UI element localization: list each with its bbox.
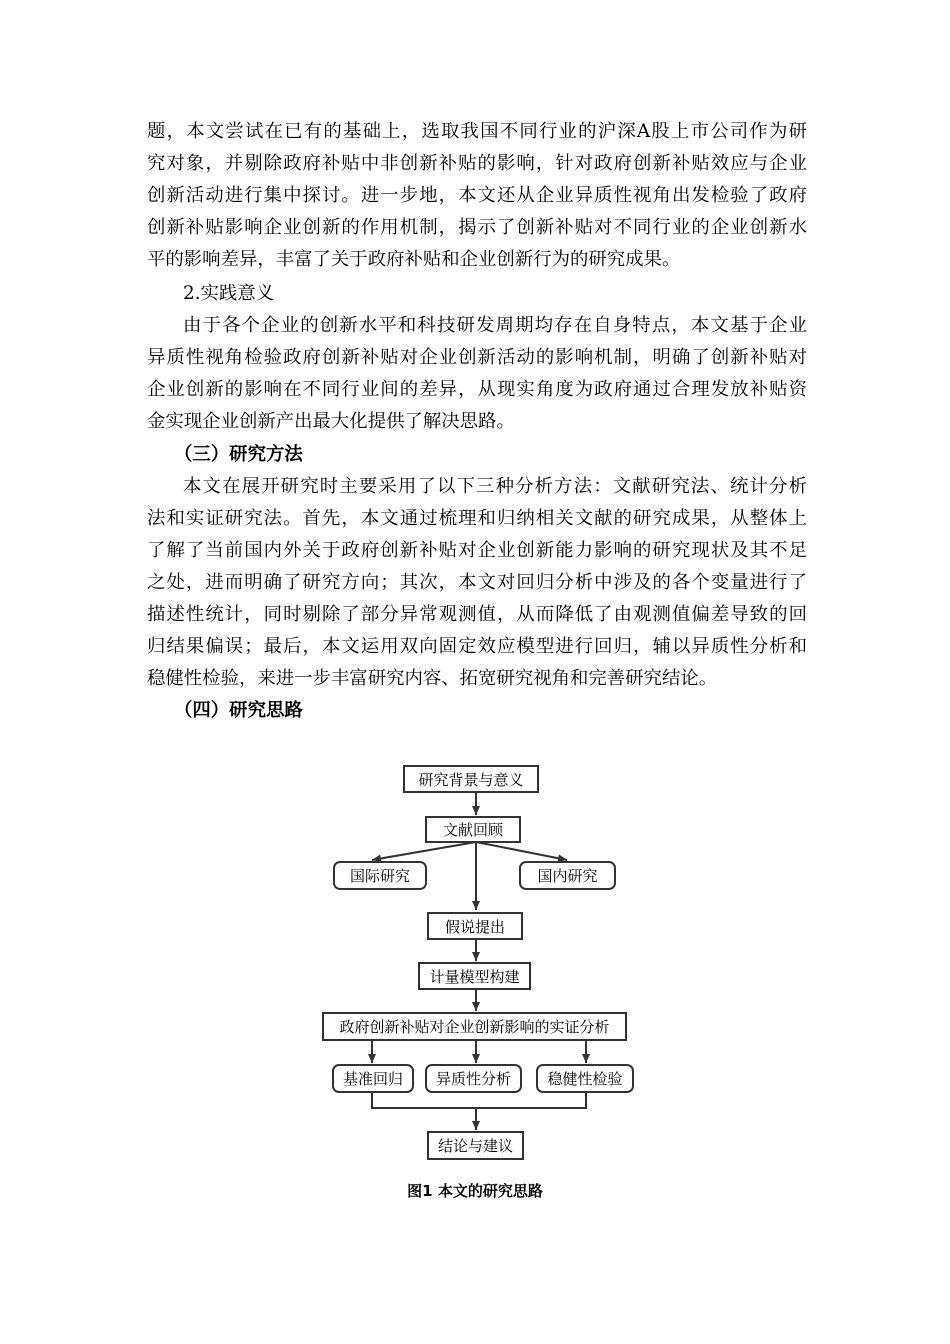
para1-line: 创新补贴影响企业创新的作用机制，揭示了创新补贴对不同行业的企业创新水 — [147, 217, 807, 238]
para3-line: 之处，进而明确了研究方向；其次，本文对回归分析中涉及的各个变量进行了 — [147, 572, 807, 593]
flow-box-international-research: 国际研究 — [333, 861, 427, 890]
arrow-review-to-domestic — [476, 842, 567, 860]
flow-box-literature-review: 文献回顾 — [425, 816, 521, 843]
para1-line: 题，本文尝试在已有的基础上，选取我国不同行业的沪深A股上市公司作为研 — [147, 121, 807, 142]
flow-box-baseline-regression: 基准回归 — [332, 1064, 414, 1093]
heading-research-methods: （三）研究方法 — [174, 444, 303, 465]
para3-line: 法和实证研究法。首先，本文通过梳理和归纳相关文献的研究成果，从整体上 — [147, 508, 807, 529]
para3-line: 本文在展开研究时主要采用了以下三种分析方法：文献研究法、统计分析 — [183, 476, 807, 497]
para1-line: 究对象，并剔除政府补贴中非创新补贴的影响，针对政府创新补贴效应与企业 — [147, 153, 807, 174]
para2-line: 金实现企业创新产出最大化提供了解决思路。 — [147, 411, 515, 432]
para3-line: 描述性统计，同时剔除了部分异常观测值，从而降低了由观测值偏差导致的回 — [147, 604, 807, 625]
para1-line: 平的影响差异，丰富了关于政府补贴和企业创新行为的研究成果。 — [147, 249, 681, 270]
flow-box-hypothesis: 假说提出 — [427, 912, 523, 940]
flow-box-empirical-analysis: 政府创新补贴对企业创新影响的实证分析 — [322, 1012, 627, 1041]
para2-line: 由于各个企业的创新水平和科技研发周期均存在自身特点，本文基于企业 — [183, 315, 807, 336]
flow-box-robustness: 稳健性检验 — [536, 1064, 634, 1093]
arrow-review-to-intl — [372, 842, 476, 860]
para2-line: 异质性视角检验政府创新补贴对企业创新活动的影响机制，明确了创新补贴对 — [147, 347, 807, 368]
para2-line: 企业创新的影响在不同行业间的差异，从现实角度为政府通过合理发放补贴资 — [147, 379, 807, 400]
para3-line: 归结果偏误；最后，本文运用双向固定效应模型进行回归，辅以异质性分析和 — [147, 636, 807, 657]
flow-box-domestic-research: 国内研究 — [519, 861, 616, 890]
flow-box-model-construction: 计量模型构建 — [418, 962, 531, 990]
merge-connector — [372, 1093, 586, 1108]
flow-box-heterogeneity: 异质性分析 — [425, 1064, 522, 1093]
flow-box-conclusion: 结论与建议 — [427, 1131, 524, 1160]
heading-research-approach: （四）研究思路 — [174, 700, 303, 721]
para1-line: 创新活动进行集中探讨。进一步地，本文还从企业异质性视角出发检验了政府 — [147, 185, 807, 206]
flow-box-background: 研究背景与意义 — [403, 765, 539, 793]
figure-caption: 图1 本文的研究思路 — [407, 1182, 543, 1200]
subsection-practical-significance: 2.实践意义 — [183, 283, 275, 304]
para3-line: 了解了当前国内外关于政府创新补贴对企业创新能力影响的研究现状及其不足 — [147, 540, 807, 561]
para3-line: 稳健性检验，来进一步丰富研究内容、拓宽研究视角和完善研究结论。 — [147, 668, 718, 689]
